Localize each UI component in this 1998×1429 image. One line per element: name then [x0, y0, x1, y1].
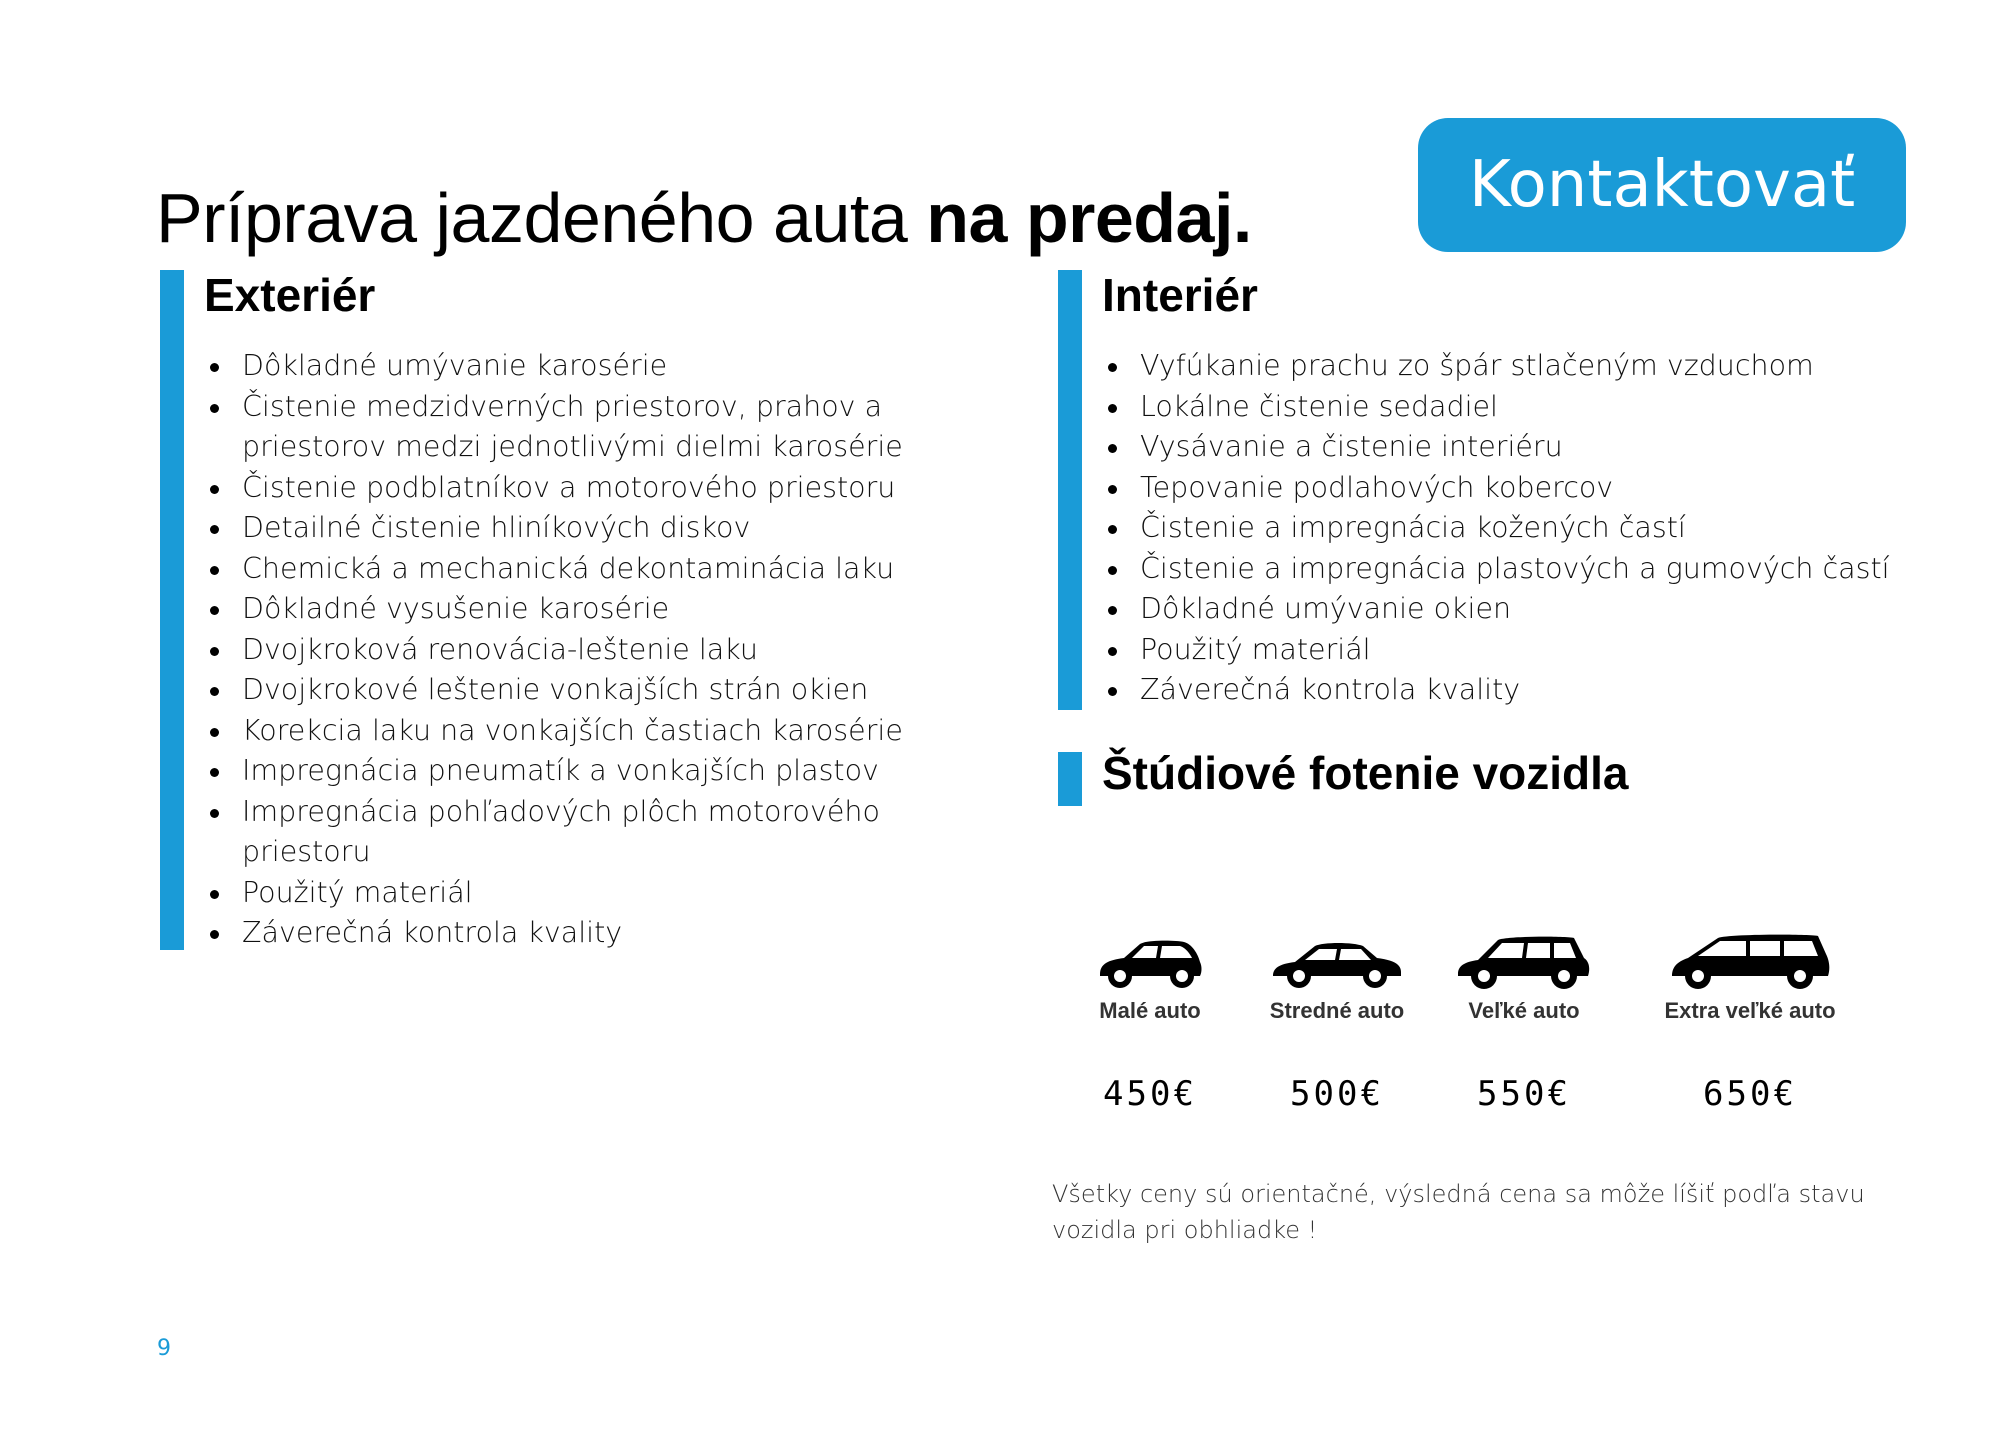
- price-note: Všetky ceny sú orientačné, výsledná cena sa môže líšiť podľa stavu vozidla pri obhliadke !: [1052, 1180, 1865, 1244]
- interior-section: [1058, 270, 1918, 710]
- car-price: 450€: [1103, 1074, 1197, 1114]
- list-item: Čistenie a impregnácia plastových a gumových častí: [1102, 549, 1890, 590]
- list-item: Dvojkroková renovácia-leštenie laku: [204, 630, 903, 671]
- suv-car-icon: [1454, 930, 1594, 992]
- car-price: 550€: [1477, 1074, 1571, 1114]
- list-item: Dvojkrokové leštenie vonkajších strán okien: [204, 670, 903, 711]
- car-label: Stredné auto: [1269, 998, 1405, 1023]
- list-item: Vysávanie a čistenie interiéru: [1102, 427, 1890, 468]
- list-item: [204, 387, 903, 468]
- list-item: Záverečná kontrola kvality: [204, 913, 903, 954]
- list-item: Dôkladné umývanie karosérie: [204, 346, 903, 387]
- small-car-icon: [1094, 930, 1206, 992]
- pricing-extra-large: [1630, 930, 1870, 1114]
- studio-section: [1058, 747, 1758, 806]
- list-item: Dôkladné umývanie okien: [1102, 589, 1890, 630]
- exterior-accent-bar: [160, 270, 184, 950]
- pricing-large: [1424, 930, 1624, 1114]
- list-item-line: priestoru: [242, 835, 371, 868]
- list-item: Vyfúkanie prachu zo špár stlačeným vzduchom: [1102, 346, 1890, 387]
- car-price: 500€: [1290, 1074, 1384, 1114]
- pricing-medium: [1237, 930, 1437, 1114]
- list-item-line: Čistenie medzidverných priestorov, prahov a: [242, 389, 883, 423]
- studio-accent-bar: [1058, 752, 1082, 806]
- exterior-list: [204, 346, 903, 954]
- interior-heading: Interiér: [1102, 269, 1258, 321]
- page-number: 9: [157, 1336, 171, 1361]
- interior-accent-bar: [1058, 270, 1082, 710]
- list-item-line: priestorov medzi jednotlivými dielmi karosérie: [242, 430, 903, 463]
- interior-list: [1102, 346, 1890, 711]
- list-item: Detailné čistenie hliníkových diskov: [204, 508, 903, 549]
- exterior-heading: Exteriér: [204, 269, 376, 321]
- list-item-line: Impregnácia pohľadových plôch motorového: [242, 794, 880, 828]
- list-item: Čistenie podblatníkov a motorového priestoru: [204, 468, 903, 509]
- list-item: Chemická a mechanická dekontaminácia laku: [204, 549, 903, 590]
- list-item: [204, 792, 903, 873]
- list-item: Použitý materiál: [1102, 630, 1890, 671]
- list-item: Lokálne čistenie sedadiel: [1102, 387, 1890, 428]
- list-item: Použitý materiál: [204, 873, 903, 914]
- car-label: Extra veľké auto: [1664, 998, 1836, 1023]
- list-item: Korekcia laku na vonkajších častiach karosérie: [204, 711, 903, 752]
- list-item: Záverečná kontrola kvality: [1102, 670, 1890, 711]
- studio-heading: Štúdiové fotenie vozidla: [1102, 747, 1629, 799]
- car-price: 650€: [1703, 1074, 1797, 1114]
- list-item: Čistenie a impregnácia kožených častí: [1102, 508, 1890, 549]
- pricing-table: [1050, 930, 1880, 1130]
- title-light: Príprava jazdeného auta: [156, 178, 927, 257]
- sedan-car-icon: [1269, 930, 1405, 992]
- page-title: [156, 178, 1252, 257]
- car-label: Malé auto: [1099, 998, 1201, 1023]
- van-car-icon: [1668, 930, 1832, 992]
- exterior-section: [160, 269, 903, 950]
- car-label: Veľké auto: [1468, 998, 1580, 1023]
- list-item: Tepovanie podlahových kobercov: [1102, 468, 1890, 509]
- list-item: Impregnácia pneumatík a vonkajších plastov: [204, 751, 903, 792]
- contact-button[interactable]: Kontaktovať: [1418, 118, 1906, 252]
- list-item: Dôkladné vysušenie karosérie: [204, 589, 903, 630]
- pricing-small: [1050, 930, 1250, 1114]
- title-bold: na predaj.: [926, 178, 1252, 257]
